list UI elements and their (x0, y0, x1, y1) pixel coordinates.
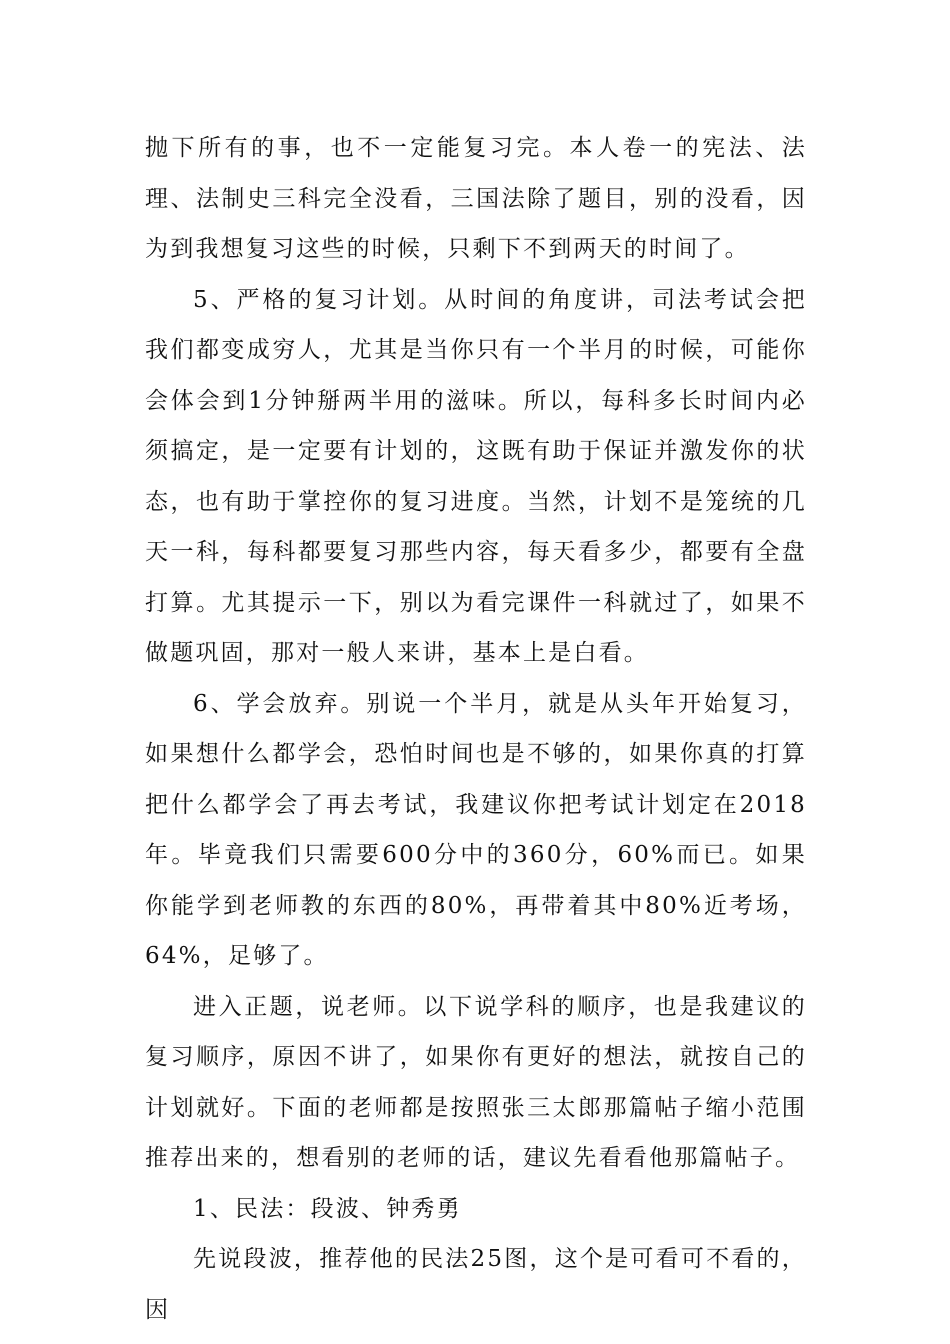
paragraph-duan-bo: 先说段波，推荐他的民法25图，这个是可看可不看的，因 (145, 1246, 807, 1323)
paragraph-learn-to-give-up: 6、学会放弃。别说一个半月，就是从头年开始复习，如果想什么都学会，恐怕时间也是不够的，如果你真的打算把什么都学会了再去考试，我建议你把考试计划定在2018年。毕竟我们只需要600分中的360分，60%而已。如果你能学到老师教的东西的80%，再带着其中80%近考场，64%，足够了。 (145, 690, 807, 969)
paragraph-civil-law-heading: 1、民法：段波、钟秀勇 (193, 1195, 462, 1222)
paragraph-study-plan: 5、严格的复习计划。从时间的角度讲，司法考试会把我们都变成穷人，尤其是当你只有一个半月的时候，可能你会体会到1分钟掰两半用的滋味。所以，每科多长时间内必须搞定，是一定要有计划的，这既有助于保证并激发你的状态，也有助于掌控你的复习进度。当然，计划不是笼统的几天一科，每科都要复习那些内容，每天看多少，都要有全盘打算。尤其提示一下，别以为看完课件一科就过了，如果不做题巩固，那对一般人来讲，基本上是白看。 (145, 286, 807, 666)
document-body (145, 123, 807, 1335)
paragraph-continuation: 抛下所有的事，也不一定能复习完。本人卷一的宪法、法理、法制史三科完全没看，三国法除了题目，别的没看，因为到我想复习这些的时候，只剩下不到两天的时间了。 (145, 135, 807, 262)
paragraph-teachers-intro: 进入正题，说老师。以下说学科的顺序，也是我建议的复习顺序，原因不讲了，如果你有更好的想法，就按自己的计划就好。下面的老师都是按照张三太郎那篇帖子缩小范围推荐出来的，想看别的老师的话，建议先看看他那篇帖子。 (145, 993, 807, 1171)
